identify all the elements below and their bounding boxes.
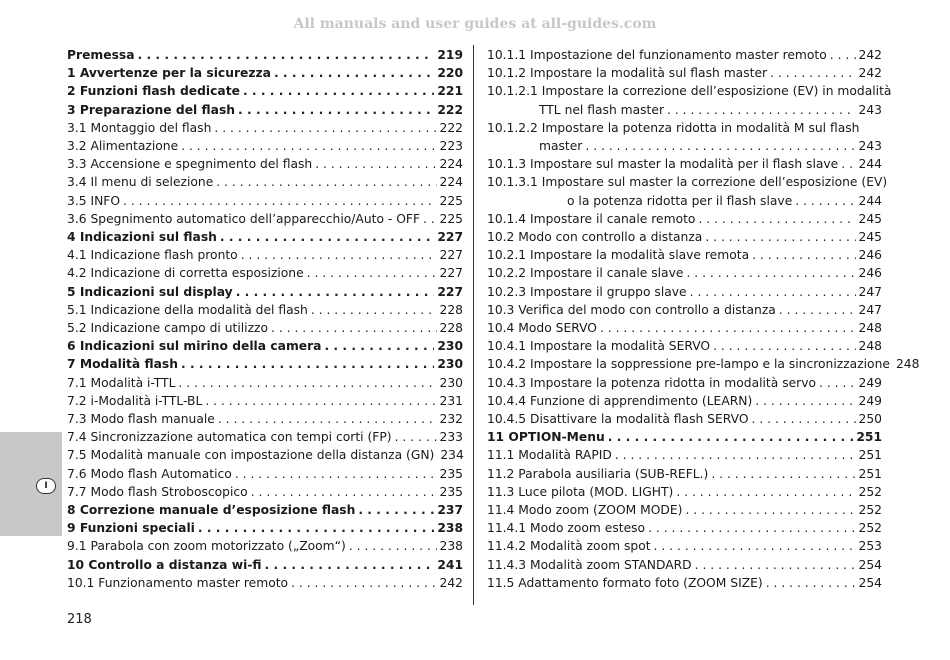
leader-dots <box>795 192 855 210</box>
leader-dots <box>755 392 855 410</box>
toc-entry-page: 251 <box>858 448 882 463</box>
toc-entry-page: 235 <box>439 484 463 499</box>
toc-entry-page: 233 <box>439 430 463 445</box>
toc-entry-page: 254 <box>858 575 882 590</box>
leader-dots <box>236 283 435 301</box>
toc-entry-page: 252 <box>858 521 882 536</box>
toc-entry-page: 249 <box>858 393 882 408</box>
leader-dots <box>358 501 434 519</box>
leader-dots <box>676 483 855 501</box>
toc-entry-title: 8 Correzione manuale d’esposizione flash <box>67 503 356 518</box>
toc-entry-multiline <box>487 119 882 155</box>
toc-entry <box>487 246 882 264</box>
toc-entry-title: 3.6 Spegnimento automatico dell’apparecchio/Auto - OFF <box>67 211 421 226</box>
toc-entry <box>67 537 463 555</box>
toc-entry-page: 238 <box>437 521 463 536</box>
toc-entry <box>67 64 463 82</box>
toc-entry-page: 252 <box>858 503 882 518</box>
toc-entry <box>487 155 882 173</box>
leader-dots <box>686 264 855 282</box>
toc-entry-page: 252 <box>858 484 882 499</box>
toc-entry-title: 5.1 Indicazione della modalità del flash <box>67 302 308 317</box>
leader-dots <box>752 410 856 428</box>
toc-entry-title: 11.4 Modo zoom (ZOOM MODE) <box>487 503 683 518</box>
toc-entry-page: 246 <box>858 266 882 281</box>
leader-dots <box>265 556 435 574</box>
toc-entry-title: 10.1.2 Impostare la modalità sul flash master <box>487 66 768 81</box>
leader-dots <box>291 574 436 592</box>
toc-entry <box>67 137 463 155</box>
toc-entry-title: 9 Funzioni speciali <box>67 521 195 536</box>
toc-entry-page: 234 <box>440 448 464 463</box>
leader-dots <box>315 155 436 173</box>
toc-entry-title: 11.4.3 Modalità zoom STANDARD <box>487 557 692 572</box>
toc-entry-title: 11.5 Adattamento formato foto (ZOOM SIZE) <box>487 575 763 590</box>
toc-entry <box>67 101 463 119</box>
toc-entry <box>67 465 463 483</box>
column-divider <box>473 45 474 605</box>
toc-entry-page: 231 <box>439 393 463 408</box>
leader-dots <box>615 446 856 464</box>
toc-entry <box>67 410 463 428</box>
toc-entry-page: 250 <box>858 412 882 427</box>
toc-entry-title: 3 Preparazione del flash <box>67 102 236 117</box>
leader-dots <box>648 519 855 537</box>
toc-entry <box>67 119 463 137</box>
leader-dots <box>766 574 856 592</box>
toc-entry-title: 10.2.2 Impostare il canale slave <box>487 266 684 281</box>
toc-entry <box>67 355 463 373</box>
leader-dots <box>178 374 436 392</box>
toc-entry <box>487 319 882 337</box>
toc-entry <box>67 46 463 64</box>
leader-dots <box>218 410 437 428</box>
leader-dots <box>779 301 856 319</box>
toc-entry <box>487 228 882 246</box>
toc-entry-page: 237 <box>437 503 463 518</box>
toc-entry-page: 227 <box>439 266 463 281</box>
toc-entry-page: 248 <box>858 339 882 354</box>
toc-entry-page: 247 <box>858 284 882 299</box>
toc-entry-page: 227 <box>437 230 463 245</box>
toc-entry-multiline <box>487 173 888 209</box>
toc-entry <box>487 574 882 592</box>
toc-entry-title: 7.1 Modalità i-TTL <box>67 375 176 390</box>
toc-entry-title: 10.3 Verifica del modo con controllo a distanza <box>487 302 776 317</box>
toc-entry-title: 10.4.2 Impostare la soppressione pre-lampo e la sincronizzazione <box>487 357 890 372</box>
watermark-text: All manuals and user guides at all-guides.com <box>293 16 657 32</box>
toc-entry-title: 3.1 Montaggio del flash <box>67 120 212 135</box>
toc-entry-title: 10.1.3.1 Impostare sul master la correzione dell’esposizione (EV) <box>487 175 888 190</box>
toc-entry-page: 244 <box>858 157 882 172</box>
toc-entry-page: 220 <box>437 66 463 81</box>
toc-entry <box>487 283 882 301</box>
toc-entry-page: 219 <box>437 48 463 62</box>
toc-entry-title: 10.1.3 Impostare sul master la modalità per il flash slave <box>487 157 839 172</box>
leader-dots <box>324 337 434 355</box>
toc-entry-title-cont: o la potenza ridotta per il flash slave <box>567 193 793 208</box>
toc-entry-title: 4 Indicazioni sul flash <box>67 230 217 245</box>
leader-dots <box>123 192 436 210</box>
toc-entry-title: 1 Avvertenze per la sicurezza <box>67 66 271 81</box>
leader-dots <box>695 556 856 574</box>
leader-dots <box>423 210 436 228</box>
toc-entry-title: 11.4.2 Modalità zoom spot <box>487 539 651 554</box>
toc-entry-page: 224 <box>439 157 463 172</box>
toc-entry-page: 241 <box>437 557 463 572</box>
toc-entry-title: 10.1.2.2 Impostare la potenza ridotta in modalità M sul flash <box>487 120 860 135</box>
toc-entry <box>67 301 463 319</box>
toc-entry-page: 249 <box>858 375 882 390</box>
toc-entry <box>487 210 882 228</box>
toc-entry-title: 2 Funzioni flash dedicate <box>67 84 240 99</box>
leader-dots <box>274 64 434 82</box>
leader-dots <box>307 264 437 282</box>
toc-entry <box>67 283 463 301</box>
toc-entry <box>67 556 463 574</box>
toc-entry-title: 3.2 Alimentazione <box>67 139 179 154</box>
leader-dots <box>585 137 855 155</box>
toc-entry-page: 221 <box>437 84 463 99</box>
leader-dots <box>349 537 437 555</box>
leader-dots <box>238 101 434 119</box>
toc-entry <box>487 374 882 392</box>
toc-entry <box>487 392 882 410</box>
toc-entry-title: 10.4.1 Impostare la modalità SERVO <box>487 339 711 354</box>
toc-entry-page: 235 <box>439 466 463 481</box>
toc-left-column <box>67 46 463 592</box>
toc-entry-title: 4.1 Indicazione flash pronto <box>67 248 238 263</box>
toc-entry-title: 4.2 Indicazione di corretta esposizione <box>67 266 304 281</box>
toc-entry-title: Premessa <box>67 48 135 62</box>
toc-entry <box>487 64 882 82</box>
toc-entry-page: 227 <box>439 248 463 263</box>
toc-entry-title: 5.2 Indicazione campo di utilizzo <box>67 321 269 336</box>
toc-entry-title: 10.1.4 Impostare il canale remoto <box>487 211 696 226</box>
toc-entry-page: 222 <box>437 102 463 117</box>
leader-dots <box>216 173 436 191</box>
toc-entry-title: 10.2.1 Impostare la modalità slave remota <box>487 248 750 263</box>
leader-dots <box>705 228 855 246</box>
toc-entry-page: 245 <box>858 230 882 245</box>
leader-dots <box>830 46 856 64</box>
toc-entry-title: 7.7 Modo flash Stroboscopico <box>67 484 248 499</box>
leader-dots <box>819 374 855 392</box>
toc-entry-title: 3.3 Accensione e spegnimento del flash <box>67 157 313 172</box>
toc-entry <box>487 465 882 483</box>
toc-entry <box>487 355 920 373</box>
toc-entry-page: 243 <box>858 139 882 154</box>
toc-entry <box>67 82 463 100</box>
leader-dots <box>243 82 434 100</box>
leader-dots <box>600 319 856 337</box>
leader-dots <box>205 392 436 410</box>
toc-entry <box>67 228 463 246</box>
toc-entry <box>67 446 463 464</box>
toc-entry-page: 244 <box>858 193 882 208</box>
toc-entry-page: 248 <box>895 357 920 372</box>
toc-entry <box>67 519 463 537</box>
toc-entry-title-cont: master <box>539 139 583 154</box>
leader-dots <box>251 483 437 501</box>
toc-entry-page: 248 <box>858 321 882 336</box>
toc-entry-title-cont: TTL nel flash master <box>539 102 665 117</box>
leader-dots <box>181 355 434 373</box>
toc-entry <box>67 246 463 264</box>
toc-entry-page: 224 <box>439 175 463 190</box>
toc-entry <box>67 319 463 337</box>
page-number: 218 <box>67 612 92 627</box>
leader-dots <box>690 283 856 301</box>
toc-entry-page: 247 <box>858 302 882 317</box>
toc-entry-title: 10.1 Funzionamento master remoto <box>67 575 289 590</box>
toc-entry <box>67 392 463 410</box>
toc-entry-page: 227 <box>437 284 463 299</box>
toc-entry <box>67 192 463 210</box>
toc-entry <box>67 574 463 592</box>
toc-entry-title: 10.1.2.1 Impostare la correzione dell’esposizione (EV) in modalità <box>487 84 892 99</box>
toc-entry <box>67 337 463 355</box>
toc-entry-title: 7.6 Modo flash Automatico <box>67 466 232 481</box>
toc-entry-page: 230 <box>439 375 463 390</box>
toc-entry <box>487 428 882 446</box>
toc-entry-title: 9.1 Parabola con zoom motorizzato („Zoom“) <box>67 539 346 554</box>
toc-entry-title: 11.4.1 Modo zoom esteso <box>487 521 646 536</box>
toc-entry <box>67 264 463 282</box>
toc-entry-page: 232 <box>439 412 463 427</box>
toc-entry <box>67 155 463 173</box>
toc-entry-title: 11.3 Luce pilota (MOD. LIGHT) <box>487 484 674 499</box>
toc-entry-title: 11 OPTION-Menu <box>487 430 605 445</box>
toc-entry-page: 246 <box>858 248 882 263</box>
toc-entry <box>487 519 882 537</box>
toc-entry <box>487 501 882 519</box>
toc-entry-title: 11.2 Parabola ausiliaria (SUB-REFL.) <box>487 466 709 481</box>
leader-dots <box>181 137 436 155</box>
toc-entry-page: 251 <box>858 466 882 481</box>
toc-entry-page: 225 <box>439 193 463 208</box>
leader-dots <box>752 246 855 264</box>
toc-entry-title: 10.4.4 Funzione di apprendimento (LEARN) <box>487 393 753 408</box>
toc-entry <box>487 264 882 282</box>
leader-dots <box>698 210 855 228</box>
toc-entry-title: 10.4 Modo SERVO <box>487 321 597 336</box>
leader-dots <box>711 465 855 483</box>
toc-entry-title: 7.5 Modalità manuale con impostazione della distanza (GN) <box>67 448 435 463</box>
toc-entry-title: 7 Modalità flash <box>67 357 178 372</box>
toc-entry-page: 228 <box>439 321 463 336</box>
leader-dots <box>271 319 437 337</box>
leader-dots <box>713 337 855 355</box>
toc-entry-page: 242 <box>439 575 463 590</box>
toc-entry-page: 245 <box>858 211 882 226</box>
language-badge: I <box>36 478 56 494</box>
toc-entry-page: 230 <box>437 339 463 354</box>
toc-entry <box>487 410 882 428</box>
leader-dots <box>685 501 855 519</box>
toc-entry-title: 10.2.3 Impostare il gruppo slave <box>487 284 687 299</box>
toc-entry-page: 238 <box>439 539 463 554</box>
toc-entry-title: 10.2 Modo con controllo a distanza <box>487 230 703 245</box>
toc-entry-title: 7.4 Sincronizzazione automatica con tempi corti (FP) <box>67 430 392 445</box>
toc-entry-title: 5 Indicazioni sul display <box>67 284 233 299</box>
toc-entry <box>67 428 463 446</box>
toc-entry <box>487 446 882 464</box>
toc-entry <box>67 210 463 228</box>
toc-entry-title: 7.3 Modo flash manuale <box>67 412 215 427</box>
leader-dots <box>395 428 437 446</box>
toc-entry-multiline <box>487 82 892 118</box>
toc-entry-page: 228 <box>439 302 463 317</box>
toc-entry <box>487 46 882 64</box>
toc-entry-title: 11.1 Modalità RAPID <box>487 448 612 463</box>
toc-entry-title: 10.4.5 Disattivare la modalità flash SERVO <box>487 412 749 427</box>
toc-entry-page: 223 <box>439 139 463 154</box>
toc-right-column <box>487 46 920 592</box>
leader-dots <box>138 46 435 64</box>
toc-entry <box>487 337 882 355</box>
leader-dots <box>654 537 856 555</box>
toc-entry-title: 10 Controllo a distanza wi-fi <box>67 557 262 572</box>
toc-entry-page: 242 <box>858 48 882 62</box>
toc-entry <box>67 173 463 191</box>
toc-entry-title: 6 Indicazioni sul mirino della camera <box>67 339 322 354</box>
toc-entry <box>487 301 882 319</box>
toc-entry <box>67 374 463 392</box>
toc-entry <box>487 537 882 555</box>
toc-entry-page: 230 <box>437 357 463 372</box>
toc-entry-page: 243 <box>858 102 882 117</box>
leader-dots <box>841 155 855 173</box>
leader-dots <box>241 246 437 264</box>
toc-entry-page: 251 <box>856 430 882 445</box>
leader-dots <box>667 101 856 119</box>
toc-entry-page: 253 <box>858 539 882 554</box>
leader-dots <box>214 119 436 137</box>
leader-dots <box>198 519 434 537</box>
leader-dots <box>235 465 437 483</box>
toc-entry <box>67 483 463 501</box>
toc-entry-page: 225 <box>439 211 463 226</box>
leader-dots <box>770 64 855 82</box>
leader-dots <box>220 228 434 246</box>
toc-entry <box>487 483 882 501</box>
leader-dots <box>608 428 854 446</box>
toc-entry-title: 10.4.3 Impostare la potenza ridotta in modalità servo <box>487 375 817 390</box>
toc-entry-title: 3.4 Il menu di selezione <box>67 175 214 190</box>
toc-entry <box>67 501 463 519</box>
toc-entry <box>487 556 882 574</box>
toc-entry-page: 222 <box>439 120 463 135</box>
toc-entry-title: 10.1.1 Impostazione del funzionamento master remoto <box>487 48 827 62</box>
toc-entry-page: 242 <box>858 66 882 81</box>
toc-entry-title: 3.5 INFO <box>67 193 121 208</box>
leader-dots <box>311 301 437 319</box>
toc-entry-page: 254 <box>858 557 882 572</box>
toc-entry-title: 7.2 i-Modalità i-TTL-BL <box>67 393 203 408</box>
